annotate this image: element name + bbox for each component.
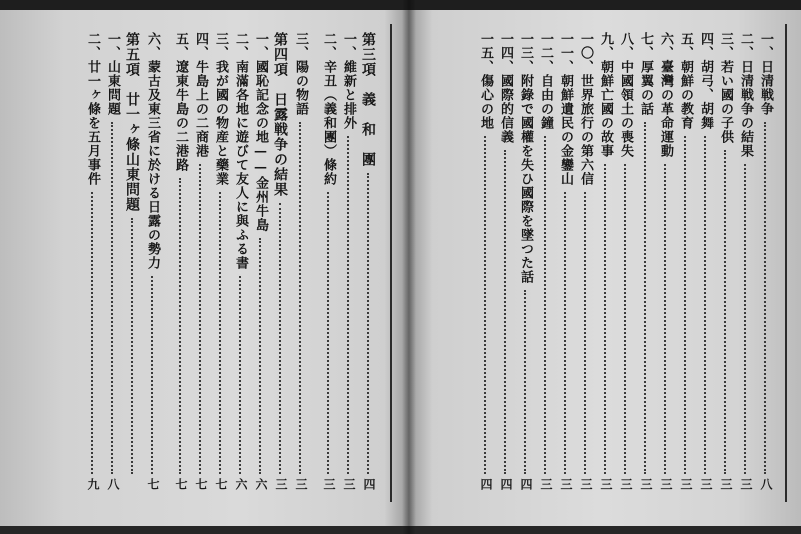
toc-entry bbox=[635, 30, 655, 500]
entry-title: 一一、朝鮮遺民の金鑾山 bbox=[558, 32, 573, 186]
toc-entry bbox=[102, 30, 122, 500]
toc-entry bbox=[250, 30, 270, 500]
dot-leader bbox=[724, 150, 726, 474]
dot-leader bbox=[644, 122, 646, 474]
dot-leader bbox=[239, 276, 241, 474]
toc-entry bbox=[270, 30, 290, 500]
toc-entry bbox=[515, 30, 535, 500]
dot-leader bbox=[624, 164, 626, 474]
dot-leader bbox=[564, 192, 566, 474]
entry-title: 二、南滿各地に遊びて友人に與ふる書 bbox=[233, 32, 248, 270]
entry-title: 一三、附錄で國權を失ひ國際を墜つた話 bbox=[518, 32, 533, 284]
toc-entry bbox=[190, 30, 210, 500]
page-number: 三 bbox=[639, 478, 653, 490]
dot-leader bbox=[299, 122, 301, 474]
entry-title: 一五、傷心の地 bbox=[478, 32, 493, 130]
toc-entry bbox=[535, 30, 555, 500]
dot-leader bbox=[327, 192, 329, 474]
right-page-border-rule bbox=[785, 24, 787, 502]
entry-title: 六、臺灣の革命運動 bbox=[658, 32, 673, 158]
page-number: 四 bbox=[519, 478, 533, 490]
toc-entry bbox=[318, 30, 338, 500]
page-number: 三 bbox=[679, 478, 693, 490]
toc-entry bbox=[358, 30, 386, 500]
dot-leader bbox=[484, 136, 486, 474]
toc-entry bbox=[475, 30, 495, 500]
page-number: 三 bbox=[739, 478, 753, 490]
page-number: 四 bbox=[479, 478, 493, 490]
entry-title: 四、牛島上の二商港 bbox=[193, 32, 208, 158]
dot-leader bbox=[131, 218, 133, 474]
entry-title: 一、維新と排外 bbox=[341, 32, 356, 130]
dot-leader bbox=[367, 173, 369, 474]
toc-entry bbox=[290, 30, 318, 500]
dot-leader bbox=[347, 136, 349, 474]
dot-leader bbox=[604, 164, 606, 474]
toc-entry bbox=[675, 30, 695, 500]
page-number: 四 bbox=[362, 478, 376, 490]
dot-leader bbox=[111, 122, 113, 474]
entry-title: 六、蒙古及東三省に於ける日露の勢力 bbox=[145, 32, 160, 270]
page-number: 三 bbox=[719, 478, 733, 490]
top-shadow bbox=[0, 0, 801, 10]
entry-title: 三、我が國の物産と藥業 bbox=[213, 32, 228, 186]
entry-title: 三、若い國の子供 bbox=[718, 32, 733, 144]
toc-entry bbox=[575, 30, 595, 500]
entry-title: 二、廿一ヶ條を五月事件 bbox=[85, 32, 100, 186]
page-number: 八 bbox=[106, 478, 120, 490]
page-number: 三 bbox=[322, 478, 336, 490]
toc-entry bbox=[615, 30, 635, 500]
page-number: 三 bbox=[699, 478, 713, 490]
dot-leader bbox=[544, 136, 546, 474]
page-number: 七 bbox=[214, 478, 228, 490]
dot-leader bbox=[219, 192, 221, 474]
dot-leader bbox=[524, 290, 526, 474]
entry-title: 一二、自由の鐘 bbox=[538, 32, 553, 130]
bottom-shadow bbox=[0, 526, 801, 534]
entry-title: 一、日清戦争 bbox=[758, 32, 773, 116]
toc-entry bbox=[655, 30, 675, 500]
entry-title: 一、山東問題 bbox=[105, 32, 120, 116]
page-number: 九 bbox=[86, 478, 100, 490]
toc-entry bbox=[338, 30, 358, 500]
page-number: 三 bbox=[579, 478, 593, 490]
left-page-contents bbox=[8, 30, 386, 500]
page-number: 三 bbox=[619, 478, 633, 490]
dot-leader bbox=[199, 164, 201, 474]
dot-leader bbox=[91, 192, 93, 474]
page-number: 三 bbox=[274, 478, 288, 490]
toc-entry bbox=[82, 30, 102, 500]
section-heading: 第四項 日露戦争の結果 bbox=[272, 32, 288, 197]
entry-title: 一四、國際的信義 bbox=[498, 32, 513, 144]
entry-title: 七、厚翼の話 bbox=[638, 32, 653, 116]
dot-leader bbox=[259, 238, 261, 474]
page-number: 三 bbox=[559, 478, 573, 490]
dot-leader bbox=[684, 136, 686, 474]
page-number: 三 bbox=[599, 478, 613, 490]
entry-title: 九、朝鮮亡國の故事 bbox=[598, 32, 613, 158]
dot-leader bbox=[744, 164, 746, 474]
toc-entry bbox=[230, 30, 250, 500]
page-number: 七 bbox=[194, 478, 208, 490]
page-number: 三 bbox=[659, 478, 673, 490]
toc-entry bbox=[695, 30, 715, 500]
page-number: 八 bbox=[759, 478, 773, 490]
dot-leader bbox=[179, 178, 181, 474]
entry-title: 三、陽の物語 bbox=[293, 32, 308, 116]
page-number: 七 bbox=[174, 478, 188, 490]
dot-leader bbox=[504, 150, 506, 474]
entry-title: 八、中國領土の喪失 bbox=[618, 32, 633, 158]
toc-entry bbox=[755, 30, 783, 500]
dot-leader bbox=[704, 136, 706, 474]
entry-title: 五、遼東牛島の二港路 bbox=[173, 32, 188, 172]
dot-leader bbox=[764, 122, 766, 474]
section-heading: 第三項 義 和 團 bbox=[360, 32, 376, 167]
right-page-contents bbox=[478, 30, 783, 500]
page-number: 三 bbox=[294, 478, 308, 490]
toc-entry bbox=[555, 30, 575, 500]
page-number: 六 bbox=[254, 478, 268, 490]
toc-entry bbox=[142, 30, 170, 500]
entry-title: 四、胡弓、胡舞 bbox=[698, 32, 713, 130]
toc-entry bbox=[495, 30, 515, 500]
dot-leader bbox=[664, 164, 666, 474]
left-page-border-rule bbox=[390, 24, 392, 502]
toc-entry bbox=[735, 30, 755, 500]
section-heading: 第五項 廿一ヶ條山東問題 bbox=[124, 32, 140, 212]
entry-title: 一〇、世界旅行の第六信 bbox=[578, 32, 593, 186]
toc-entry bbox=[715, 30, 735, 500]
entry-title: 五、朝鮮の教育 bbox=[678, 32, 693, 130]
page-number: 三 bbox=[539, 478, 553, 490]
page-number: 七 bbox=[146, 478, 160, 490]
toc-entry bbox=[210, 30, 230, 500]
book-gutter bbox=[402, 0, 416, 534]
dot-leader bbox=[279, 203, 281, 474]
entry-title: 二、日清戦争の結果 bbox=[738, 32, 753, 158]
page-number: 六 bbox=[234, 478, 248, 490]
toc-entry bbox=[595, 30, 615, 500]
dot-leader bbox=[151, 276, 153, 474]
entry-title: 二、辛丑（義和團）條約 bbox=[321, 32, 336, 186]
page-number: 三 bbox=[342, 478, 356, 490]
page-number: 四 bbox=[499, 478, 513, 490]
toc-entry bbox=[122, 30, 142, 500]
toc-entry bbox=[170, 30, 190, 500]
dot-leader bbox=[584, 192, 586, 474]
entry-title: 一、國恥記念の地——金州牛島 bbox=[253, 32, 268, 232]
